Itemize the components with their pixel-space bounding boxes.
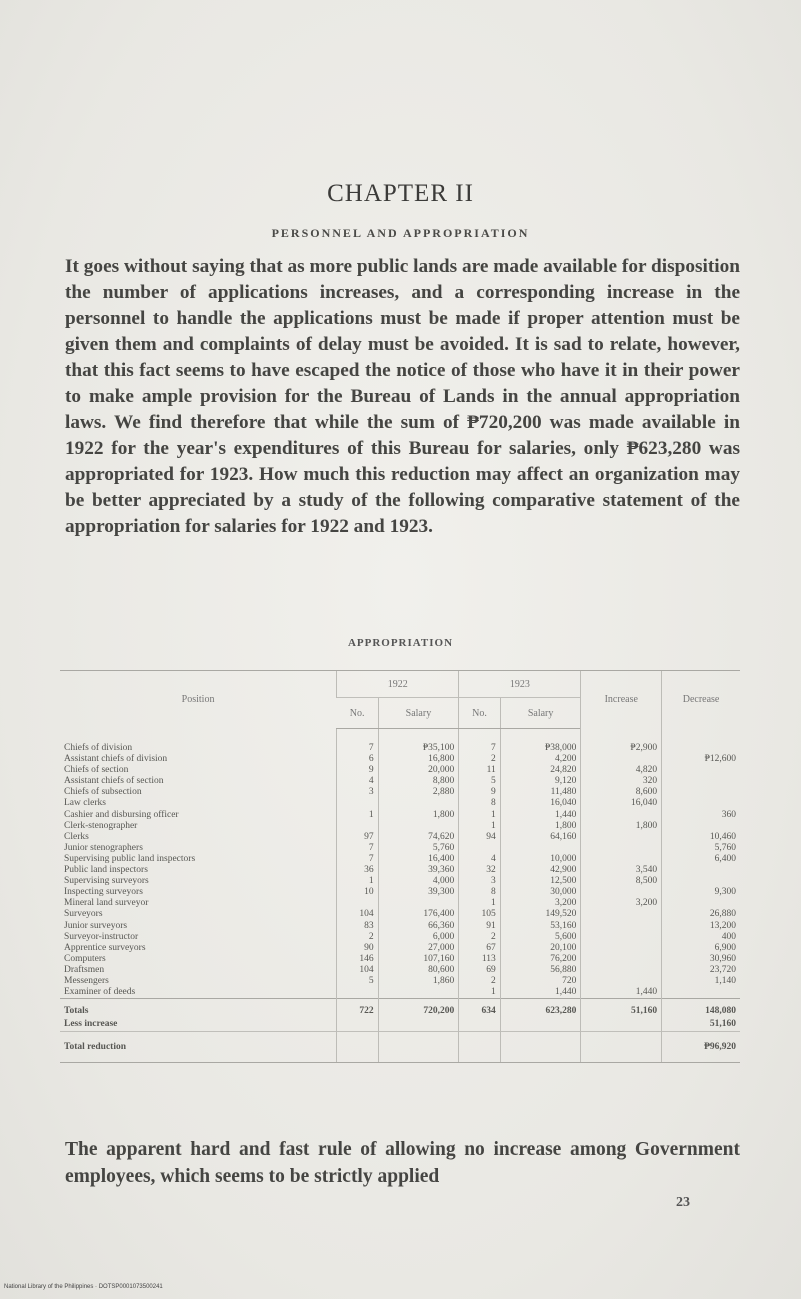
cell-no-1922: 90 [337, 943, 378, 954]
cell-increase: 3,540 [581, 865, 662, 876]
cell-salary-1923: 1,440 [500, 987, 581, 999]
cell-no-1922: 36 [337, 865, 378, 876]
less-increase-label: Less increase [64, 1019, 118, 1030]
table-row [60, 909, 740, 920]
header-year-1922: 1922 [337, 671, 459, 698]
cell-decrease [662, 898, 740, 909]
cell-salary-1923: 30,000 [500, 887, 581, 898]
cell-no-1922: 104 [337, 965, 378, 976]
cell-salary-1923: 24,820 [500, 765, 581, 776]
cell-decrease [662, 865, 740, 876]
table-row [60, 843, 740, 854]
cell-decrease: 6,400 [662, 854, 740, 865]
cell-position: Apprentice surveyors [64, 942, 146, 953]
table-row [60, 932, 740, 943]
cell-position: Cashier and disbursing officer [64, 809, 179, 820]
cell-salary-1922: 6,000 [378, 932, 459, 943]
cell-salary-1922: 107,160 [378, 954, 459, 965]
cell-position: Messengers [64, 975, 109, 986]
cell-no-1923: 3 [459, 876, 500, 887]
cell-position: Computers [64, 953, 106, 964]
cell-position: Chiefs of section [64, 765, 129, 776]
cell-salary-1922: 39,300 [378, 887, 459, 898]
cell-position: Surveyors [64, 909, 103, 920]
totals-increase: 51,160 [581, 999, 662, 1019]
cell-salary-1923: 1,800 [500, 821, 581, 832]
cell-increase [581, 909, 662, 920]
cell-salary-1923: ₱38,000 [500, 729, 581, 755]
cell-no-1922: 1 [337, 876, 378, 887]
cell-increase: 320 [581, 776, 662, 787]
cell-salary-1922: 1,800 [378, 810, 459, 821]
cell-increase [581, 954, 662, 965]
cell-no-1923: 32 [459, 865, 500, 876]
total-reduction-label: Total reduction [60, 1032, 337, 1063]
cell-increase [581, 832, 662, 843]
cell-position: Public land inspectors [64, 865, 148, 876]
cell-no-1922: 4 [337, 776, 378, 787]
table-row [60, 810, 740, 821]
totals-row [60, 999, 740, 1019]
cell-increase [581, 932, 662, 943]
table-row [60, 876, 740, 887]
cell-salary-1922: 20,000 [378, 765, 459, 776]
totals-label: Totals [60, 999, 337, 1019]
cell-decrease [662, 729, 740, 755]
cell-salary-1923: 10,000 [500, 854, 581, 865]
cell-position: Surveyor-instructor [64, 931, 139, 942]
cell-no-1923: 11 [459, 765, 500, 776]
cell-salary-1923: 64,160 [500, 832, 581, 843]
table-row [60, 921, 740, 932]
header-position: Position [60, 671, 337, 729]
cell-no-1923: 4 [459, 854, 500, 865]
cell-position: Mineral land surveyor [64, 898, 149, 909]
table-row [60, 954, 740, 965]
cell-no-1923: 91 [459, 921, 500, 932]
cell-decrease: 10,460 [662, 832, 740, 843]
cell-no-1923 [459, 843, 500, 854]
totals-salary-1923: 623,280 [500, 999, 581, 1019]
totals-no-1923: 634 [459, 999, 500, 1019]
cell-position: Law clerks [64, 798, 106, 809]
table-row [60, 865, 740, 876]
cell-salary-1922: 16,400 [378, 854, 459, 865]
cell-salary-1922 [378, 987, 459, 999]
header-no-1923: No. [459, 698, 500, 729]
cell-position: Clerks [64, 831, 89, 842]
cell-no-1923: 2 [459, 754, 500, 765]
cell-salary-1923: 20,100 [500, 943, 581, 954]
cell-increase [581, 887, 662, 898]
cell-increase: 8,600 [581, 787, 662, 798]
cell-decrease: ₱12,600 [662, 754, 740, 765]
cell-decrease [662, 798, 740, 809]
cell-no-1923: 8 [459, 887, 500, 898]
table-row [60, 787, 740, 798]
cell-salary-1923: 12,500 [500, 876, 581, 887]
cell-salary-1922: 16,800 [378, 754, 459, 765]
cell-salary-1923: 16,040 [500, 798, 581, 809]
cell-salary-1923: 42,900 [500, 865, 581, 876]
cell-no-1923: 8 [459, 798, 500, 809]
cell-no-1922: 83 [337, 921, 378, 932]
cell-salary-1923: 149,520 [500, 909, 581, 920]
footer-text: National Library of the Philippines · DOTSP0001073500241 [4, 1284, 163, 1290]
cell-no-1922 [337, 987, 378, 999]
cell-decrease: 30,960 [662, 954, 740, 965]
table-body [60, 729, 740, 999]
cell-increase: 16,040 [581, 798, 662, 809]
cell-increase [581, 921, 662, 932]
cell-no-1922: 6 [337, 754, 378, 765]
cell-salary-1923: 11,480 [500, 787, 581, 798]
cell-salary-1922: 27,000 [378, 943, 459, 954]
appropriation-table [60, 670, 740, 1063]
cell-no-1922: 2 [337, 932, 378, 943]
cell-salary-1922: 5,760 [378, 843, 459, 854]
cell-position: Clerk-stenographer [64, 820, 138, 831]
cell-decrease: 1,140 [662, 976, 740, 987]
cell-decrease: 13,200 [662, 921, 740, 932]
chapter-heading: CHAPTER II [327, 180, 474, 207]
header-decrease: Decrease [662, 671, 740, 729]
cell-no-1922: 3 [337, 787, 378, 798]
header-year-1923: 1923 [459, 671, 581, 698]
cell-salary-1923: 5,600 [500, 932, 581, 943]
cell-salary-1923: 4,200 [500, 754, 581, 765]
cell-no-1923: 5 [459, 776, 500, 787]
table-totals [60, 999, 740, 1032]
cell-decrease [662, 776, 740, 787]
cell-no-1923: 7 [459, 729, 500, 755]
cell-salary-1923: 720 [500, 976, 581, 987]
cell-salary-1923: 56,880 [500, 965, 581, 976]
table-row [60, 854, 740, 865]
header-no-1922: No. [337, 698, 378, 729]
closing-paragraph: The apparent hard and fast rule of allowing no increase among Government employees, which seems to be strictly applied [65, 1139, 740, 1187]
cell-increase [581, 976, 662, 987]
cell-no-1923: 9 [459, 787, 500, 798]
cell-no-1923: 67 [459, 943, 500, 954]
table-row [60, 821, 740, 832]
cell-salary-1922: 8,800 [378, 776, 459, 787]
cell-position: Chiefs of division [64, 742, 133, 753]
cell-increase: 1,800 [581, 821, 662, 832]
cell-decrease: 26,880 [662, 909, 740, 920]
cell-salary-1923 [500, 843, 581, 854]
cell-decrease [662, 787, 740, 798]
cell-salary-1922: 80,600 [378, 965, 459, 976]
table-row [60, 887, 740, 898]
table-row [60, 765, 740, 776]
total-reduction-value: ₱96,920 [662, 1032, 740, 1063]
cell-salary-1923: 1,440 [500, 810, 581, 821]
cell-decrease [662, 987, 740, 999]
cell-salary-1922 [378, 898, 459, 909]
totals-decrease: 148,080 [662, 999, 740, 1019]
cell-no-1923: 1 [459, 810, 500, 821]
cell-salary-1922: 66,360 [378, 921, 459, 932]
cell-position: Examiner of deeds [64, 987, 136, 998]
cell-no-1923: 1 [459, 898, 500, 909]
cell-salary-1922: 1,860 [378, 976, 459, 987]
cell-salary-1923: 9,120 [500, 776, 581, 787]
cell-no-1923: 2 [459, 976, 500, 987]
header-increase: Increase [581, 671, 662, 729]
total-reduction-row [60, 1032, 740, 1063]
cell-no-1922: 10 [337, 887, 378, 898]
cell-position: Junior surveyors [64, 920, 128, 931]
cell-increase [581, 810, 662, 821]
header-salary-1923: Salary [500, 698, 581, 729]
cell-no-1923: 1 [459, 821, 500, 832]
page-number: 23 [676, 1195, 690, 1210]
table-row [60, 754, 740, 765]
cell-no-1922 [337, 898, 378, 909]
cell-decrease: 6,900 [662, 943, 740, 954]
cell-no-1922: 7 [337, 729, 378, 755]
cell-salary-1923: 3,200 [500, 898, 581, 909]
cell-decrease [662, 765, 740, 776]
cell-position: Assistant chiefs of section [64, 776, 164, 787]
cell-salary-1922: ₱35,100 [378, 729, 459, 755]
table-row [60, 943, 740, 954]
cell-position: Assistant chiefs of division [64, 754, 168, 765]
cell-position: Inspecting surveyors [64, 887, 143, 898]
cell-no-1923: 113 [459, 954, 500, 965]
table-row [60, 965, 740, 976]
table-row [60, 832, 740, 843]
table-row [60, 976, 740, 987]
cell-increase [581, 754, 662, 765]
cell-decrease: 400 [662, 932, 740, 943]
table-row [60, 798, 740, 809]
section-subtitle: PERSONNEL AND APPROPRIATION [271, 226, 530, 240]
less-increase-row [60, 1018, 740, 1032]
cell-salary-1922: 2,880 [378, 787, 459, 798]
cell-salary-1923: 76,200 [500, 954, 581, 965]
cell-salary-1923: 53,160 [500, 921, 581, 932]
cell-position: Supervising surveyors [64, 876, 149, 887]
cell-salary-1922: 39,360 [378, 865, 459, 876]
cell-no-1922: 7 [337, 843, 378, 854]
less-increase-value: 51,160 [662, 1018, 740, 1032]
cell-position: Junior stenographers [64, 842, 143, 853]
cell-increase [581, 965, 662, 976]
cell-salary-1922 [378, 798, 459, 809]
cell-position: Supervising public land inspectors [64, 853, 196, 864]
cell-no-1922: 9 [337, 765, 378, 776]
cell-decrease: 9,300 [662, 887, 740, 898]
cell-increase [581, 943, 662, 954]
cell-no-1923: 94 [459, 832, 500, 843]
cell-no-1922: 97 [337, 832, 378, 843]
cell-no-1922 [337, 798, 378, 809]
table-reduction [60, 1032, 740, 1063]
cell-increase: 1,440 [581, 987, 662, 999]
cell-no-1922: 1 [337, 810, 378, 821]
cell-no-1923: 2 [459, 932, 500, 943]
cell-salary-1922: 4,000 [378, 876, 459, 887]
cell-increase: ₱2,900 [581, 729, 662, 755]
cell-decrease [662, 876, 740, 887]
cell-position: Draftsmen [64, 964, 105, 975]
table-title: APPROPRIATION [347, 637, 454, 649]
cell-no-1923: 105 [459, 909, 500, 920]
cell-no-1922 [337, 821, 378, 832]
cell-salary-1922: 74,620 [378, 832, 459, 843]
cell-increase: 3,200 [581, 898, 662, 909]
table-row [60, 898, 740, 909]
body-paragraph: It goes without saying that as more public lands are made available for disposition the number of applications increases, and a corresponding increase in the personnel to handle the applications must be made if proper attention must be given them and complaints of delay must be avoided. It is sad to relate, however, that this fact seems to have escaped the notice of those who have it in their power to make ample provision for the Bureau of Lands in the annual appropriation laws. We find therefore that while the sum of ₱720,200 was made available in 1922 for the year's expenditures of this Bureau for salaries, only ₱623,280 was appropriated for 1923. How much this reduction may affect an organization may be better appreciated by a study of the following comparative statement of the appropriation for salaries for 1922 and 1923. [65, 256, 740, 537]
cell-increase [581, 854, 662, 865]
cell-salary-1922: 176,400 [378, 909, 459, 920]
cell-no-1922: 146 [337, 954, 378, 965]
cell-no-1923: 69 [459, 965, 500, 976]
table-row [60, 987, 740, 999]
cell-salary-1922 [378, 821, 459, 832]
cell-increase: 8,500 [581, 876, 662, 887]
totals-salary-1922: 720,200 [378, 999, 459, 1019]
header-salary-1922: Salary [378, 698, 459, 729]
cell-no-1923: 1 [459, 987, 500, 999]
cell-no-1922: 5 [337, 976, 378, 987]
cell-increase [581, 843, 662, 854]
cell-decrease: 5,760 [662, 843, 740, 854]
cell-no-1922: 104 [337, 909, 378, 920]
table-row [60, 729, 740, 755]
cell-decrease: 360 [662, 810, 740, 821]
cell-no-1922: 7 [337, 854, 378, 865]
table-row [60, 776, 740, 787]
cell-decrease: 23,720 [662, 965, 740, 976]
cell-position: Chiefs of subsection [64, 787, 142, 798]
totals-no-1922: 722 [337, 999, 378, 1019]
cell-decrease [662, 821, 740, 832]
cell-increase: 4,820 [581, 765, 662, 776]
